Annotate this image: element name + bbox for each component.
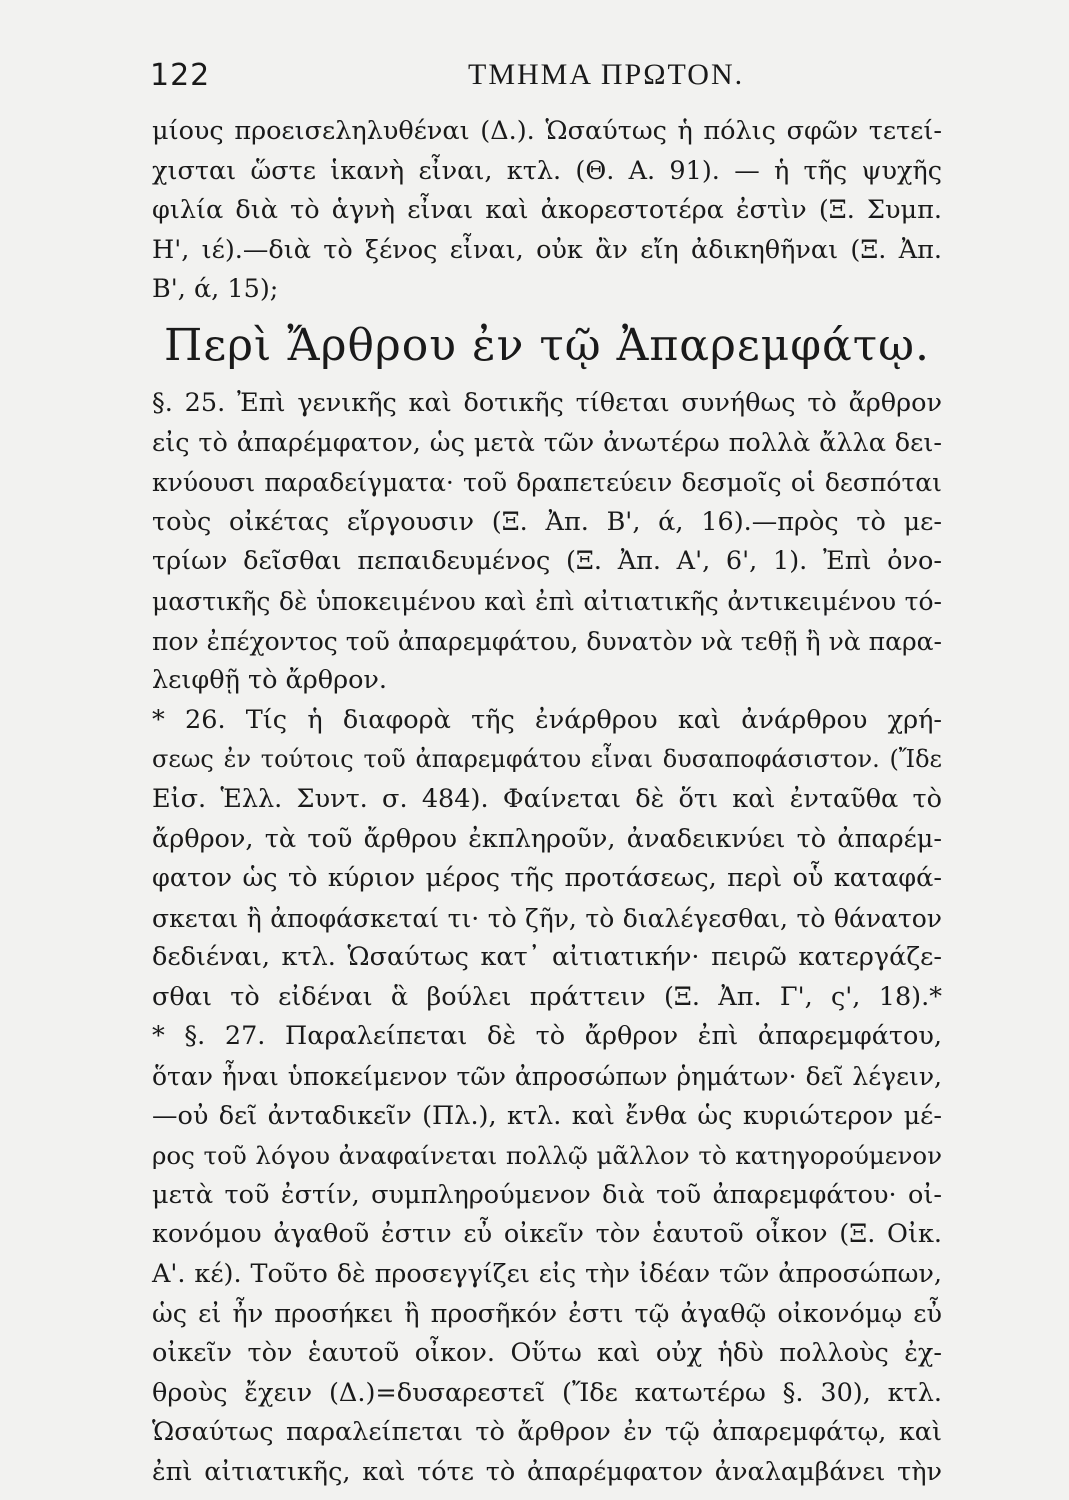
text-line: ἐπὶ αἰτιατικῆς, καὶ τότε τὸ ἀπαρέμφατον ἀναλαμβάνει τὴν [152, 1457, 942, 1487]
text-line: τοὺς οἰκέτας εἴργουσιν (Ξ. Ἀπ. Β', ά, 16).—πρὸς τὸ με- [152, 506, 942, 537]
text-line: μετὰ τοῦ ἐστίν, συμπληρούμενον διὰ τοῦ ἀπαρεμφάτου· οἰ- [152, 1179, 942, 1210]
text-line: κονόμου ἀγαθοῦ ἐστιν εὖ οἰκεῖν τὸν ἑαυτοῦ οἶκον (Ξ. Οἰκ. [152, 1219, 942, 1250]
text-line: μίους προεισεληλυθέναι (Δ.). Ὡσαύτως ἡ πόλις σφῶν τετεί- [152, 116, 942, 146]
text-line: χισται ὥστε ἱκανὴ εἶναι, κτλ. (Θ. Α. 91). — ἡ τῆς ψυχῆς [152, 155, 942, 186]
running-head [150, 58, 930, 98]
text-line: ὡς εἰ ἦν προσήκει ἢ προσῆκόν ἐστι τῷ ἀγαθῷ οἰκονόμῳ εὖ [152, 1298, 942, 1329]
text-line: σθαι τὸ εἰδέναι ἃ βούλει πράττειν (Ξ. Ἀπ. Γ', ς', 18).* [152, 981, 942, 1012]
page-number: 122 [150, 58, 211, 93]
text-line: §. 25. Ἐπὶ γενικῆς καὶ δοτικῆς τίθεται συνήθως τὸ ἄρθρον [152, 387, 942, 418]
text-line: μαστικῆς δὲ ὑποκειμένου καὶ ἐπὶ αἰτιατικῆς ἀντικειμένου τό- [152, 586, 942, 616]
page-text [152, 112, 942, 1493]
text-line: εἰς τὸ ἀπαρέμφατον, ὡς μετὰ τῶν ἀνωτέρω πολλὰ ἄλλα δει- [152, 427, 942, 458]
text-line: σεως ἐν τούτοις τοῦ ἀπαρεμφάτου εἶναι δυσαποφάσιστον. (Ἴδε [152, 745, 942, 774]
text-line: δεδιέναι, κτλ. Ὡσαύτως κατ᾽ αἰτιατικήν· πειρῶ κατεργάζε- [152, 942, 942, 973]
text-line: οἰκεῖν τὸν ἑαυτοῦ οἶκον. Οὕτω καὶ οὐχ ἡδὺ πολλοὺς ἐχ- [152, 1338, 942, 1369]
text-line: τρίων δεῖσθαι πεπαιδευμένος (Ξ. Ἀπ. Α', 6', 1). Ἐπὶ ὀνο- [152, 546, 942, 577]
text-line: φιλία διὰ τὸ ἁγνὴ εἶναι καὶ ἀκορεστοτέρα ἐστὶν (Ξ. Συμπ. [152, 195, 942, 226]
section-heading: Περὶ Ἄρθρου ἐν τῷ Ἀπαρεμφάτῳ. [164, 319, 930, 371]
text-line: Β', ά, 15); [152, 274, 279, 305]
text-line: κνύουσι παραδείγματα· τοῦ δραπετεύειν δεσμοῖς οἱ δεσπόται [152, 468, 942, 498]
text-line: φατον ὡς τὸ κύριον μέρος τῆς προτάσεως, περὶ οὗ καταφά- [152, 863, 942, 894]
text-line: λειφθῇ τὸ ἄρθρον. [152, 665, 388, 696]
text-line: σκεται ἢ ἀποφάσκεταί τι· τὸ ζῆν, τὸ διαλέγεσθαι, τὸ θάνατον [152, 903, 942, 933]
text-line: θροὺς ἔχειν (Δ.)=δυσαρεστεῖ (Ἴδε κατωτέρω §. 30), κτλ. [152, 1377, 942, 1408]
text-line: Η', ιέ).—διὰ τὸ ξένος εἶναι, οὐκ ἂν εἴη ἀδικηθῆναι (Ξ. Ἀπ. [152, 234, 942, 265]
text-line: Εἰσ. Ἑλλ. Συντ. σ. 484). Φαίνεται δὲ ὅτι καὶ ἐνταῦθα τὸ [152, 783, 942, 814]
text-line: ὅταν ἦναι ὑποκείμενον τῶν ἀπροσώπων ῥημάτων· δεῖ λέγειν, [152, 1062, 942, 1092]
text-line: πον ἐπέχοντος τοῦ ἀπαρεμφάτου, δυνατὸν νὰ τεθῇ ἢ νὰ παρα- [152, 626, 942, 656]
text-line: Ὡσαύτως παραλείπεται τὸ ἄρθρον ἐν τῷ ἀπαρεμφάτῳ, καὶ [152, 1417, 942, 1448]
text-line: ρος τοῦ λόγου ἀναφαίνεται πολλῷ μᾶλλον τὸ κατηγορούμενον [152, 1141, 942, 1171]
text-line: —οὐ δεῖ ἀνταδικεῖν (Πλ.), κτλ. καὶ ἔνθα ὡς κυριώτερον μέ- [152, 1100, 942, 1131]
text-line: * 26. Τίς ἡ διαφορὰ τῆς ἐνάρθρου καὶ ἀνάρθρου χρή- [152, 704, 942, 735]
text-line: ἄρθρον, τὰ τοῦ ἄρθρου ἐκπληροῦν, ἀναδεικνύει τὸ ἀπαρέμ- [152, 823, 942, 854]
text-line: Α'. κέ). Τοῦτο δὲ προσεγγίζει εἰς τὴν ἰδέαν τῶν ἀπροσώπων, [152, 1259, 942, 1290]
text-line: * §. 27. Παραλείπεται δὲ τὸ ἄρθρον ἐπὶ ἀπαρεμφάτου, [152, 1021, 942, 1052]
running-title: ΤΜΗΜΑ ΠΡΩΤΟΝ. [468, 58, 745, 91]
